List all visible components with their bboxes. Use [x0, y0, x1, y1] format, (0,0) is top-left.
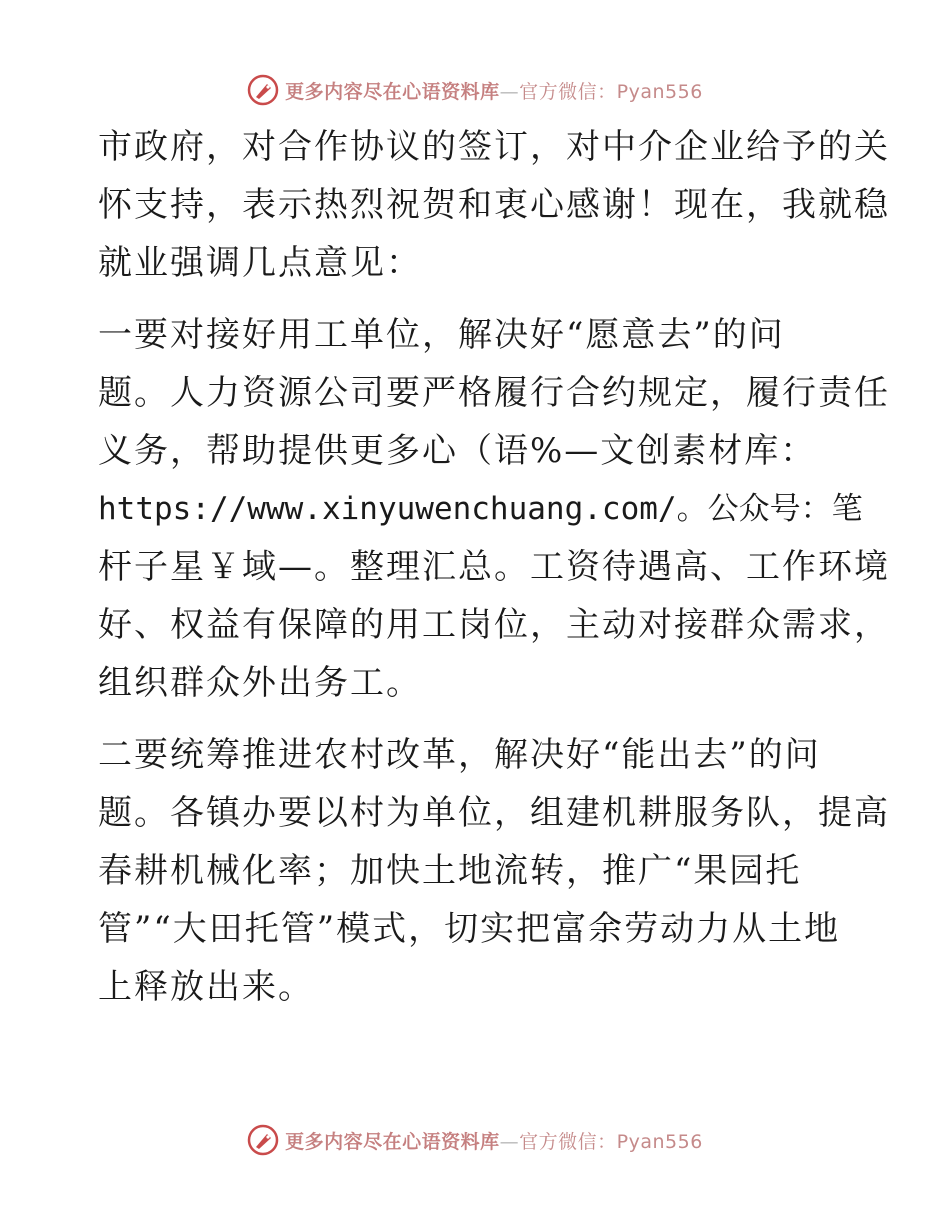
watermark-wechat: 官方微信：Pyan556 — [519, 80, 703, 103]
text-line: 好、权益有保障的用工岗位，主动对接群众需求， — [98, 605, 890, 645]
paragraph — [98, 118, 890, 292]
pen-nib-logo-icon — [247, 1124, 279, 1156]
footer-watermark — [0, 1120, 950, 1160]
text-line: 怀支持，表示热烈祝贺和衷心感谢！现在，我就稳 — [98, 185, 890, 225]
text-line-url: https://www.xinyuwenchuang.com/。公众号：笔 — [98, 491, 863, 527]
text-line: 题。各镇办要以村为单位，组建机耕服务队，提高 — [98, 793, 890, 833]
header-watermark — [0, 70, 950, 110]
text-line: 组织群众外出务工。 — [98, 663, 422, 703]
paragraph — [98, 306, 890, 712]
watermark-separator: — — [499, 1130, 520, 1153]
watermark-separator: — — [499, 80, 520, 103]
watermark-main: 更多内容尽在心语资料库 — [285, 80, 500, 103]
watermark-text — [285, 1127, 703, 1154]
watermark-main: 更多内容尽在心语资料库 — [285, 1130, 500, 1153]
watermark-text — [285, 77, 703, 104]
text-line: 一要对接好用工单位，解决好“愿意去”的问 — [98, 315, 785, 355]
text-line: 题。人力资源公司要严格履行合约规定，履行责任 — [98, 373, 890, 413]
watermark-wechat: 官方微信：Pyan556 — [519, 1130, 703, 1153]
pen-nib-logo-icon — [247, 74, 279, 106]
text-line: 义务，帮助提供更多心（语%—文创素材库： — [98, 431, 817, 471]
document-body — [98, 118, 890, 1016]
paragraph — [98, 726, 890, 1016]
text-line: 就业强调几点意见： — [98, 243, 422, 283]
text-line: 二要统筹推进农村改革，解决好“能出去”的问 — [98, 735, 821, 775]
text-line: 上释放出来。 — [98, 967, 314, 1007]
text-line: 杆子星￥域—。整理汇总。工资待遇高、工作环境 — [98, 547, 890, 587]
text-line: 市政府，对合作协议的签订，对中介企业给予的关 — [98, 127, 890, 167]
text-line: 管”“大田托管”模式，切实把富余劳动力从土地 — [98, 909, 841, 949]
text-line: 春耕机械化率；加快土地流转，推广“果园托 — [98, 851, 802, 891]
